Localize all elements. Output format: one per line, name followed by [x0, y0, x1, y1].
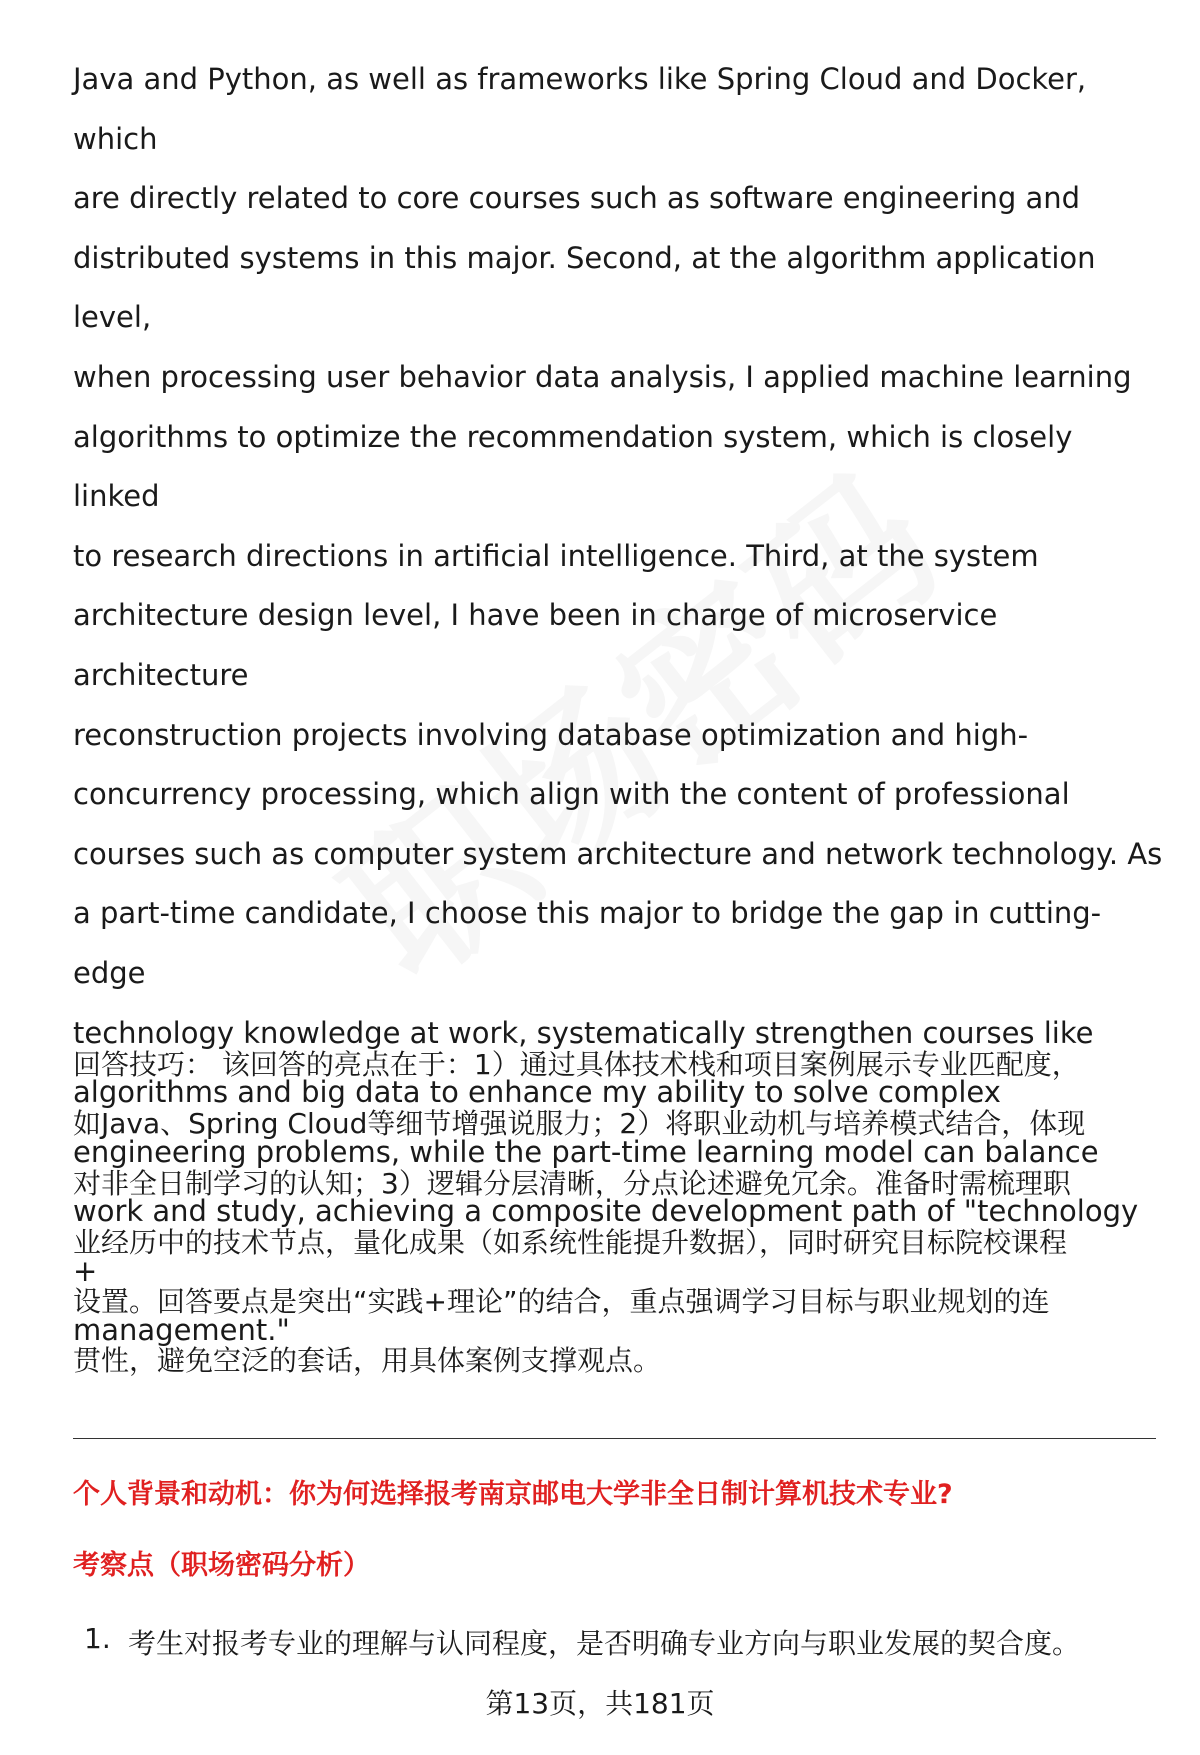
list-item-text: 考生对报考专业的理解与认同程度，是否明确专业方向与职业发展的契合度。: [128, 1627, 1081, 1660]
question-heading: 个人背景和动机：你为何选择报考南京邮电大学非全日制计算机技术专业?: [73, 1479, 953, 1510]
evaluation-point-item: [84, 1622, 1080, 1662]
evaluation-points-heading: 考察点（职场密码分析）: [73, 1550, 370, 1581]
answer-tips-paragraph: 回答技巧： 该回答的亮点在于：1）通过具体技术栈和项目案例展示专业匹配度， 如Java、Spring Cloud等细节增强说服力；2）将职业动机与培养模式结合，体现 对非全日制学习的认知；3）逻辑分层清晰，分点论述避免冗余。准备时需梳理职 业经历中的技术节点，量化成果（如系统性能提升数据），同时研究目标院校课程 设置。回答要点是突出“实践+理论”的结合，重点强调学习目标与职业规划的连 贯性，避免空泛的套话，用具体案例支撑观点。: [73, 1048, 1086, 1378]
page-number: 第13页，共181页: [485, 1687, 715, 1720]
list-number: 1.: [84, 1622, 111, 1655]
section-divider: [73, 1438, 1156, 1439]
answer-paragraph: Java and Python, as well as frameworks like Spring Cloud and Docker, which are directly related to core courses such as software engineering and distributed systems in this major. Second, at the algorithm application level, when processing user behavior data analysis, I applied machine learning algorithms to optimize the recommendation system, which is closely linked to research directions in artificial intelligence. Third, at the system architecture design level, I have been in charge of microservice architecture reconstruction projects involving database optimization and high- concurrency processing, which align with the content of professional courses such as computer system architecture and network technology. As a part-time candidate, I choose this major to bridge the gap in cutting-edge technology knowledge at work, systematically strengthen courses like algorithms and big data to enhance my ability to solve complex engineering problems, while the part-time learning model can balance work and study, achieving a composite development path of "technology + management.": [73, 62, 1163, 1348]
